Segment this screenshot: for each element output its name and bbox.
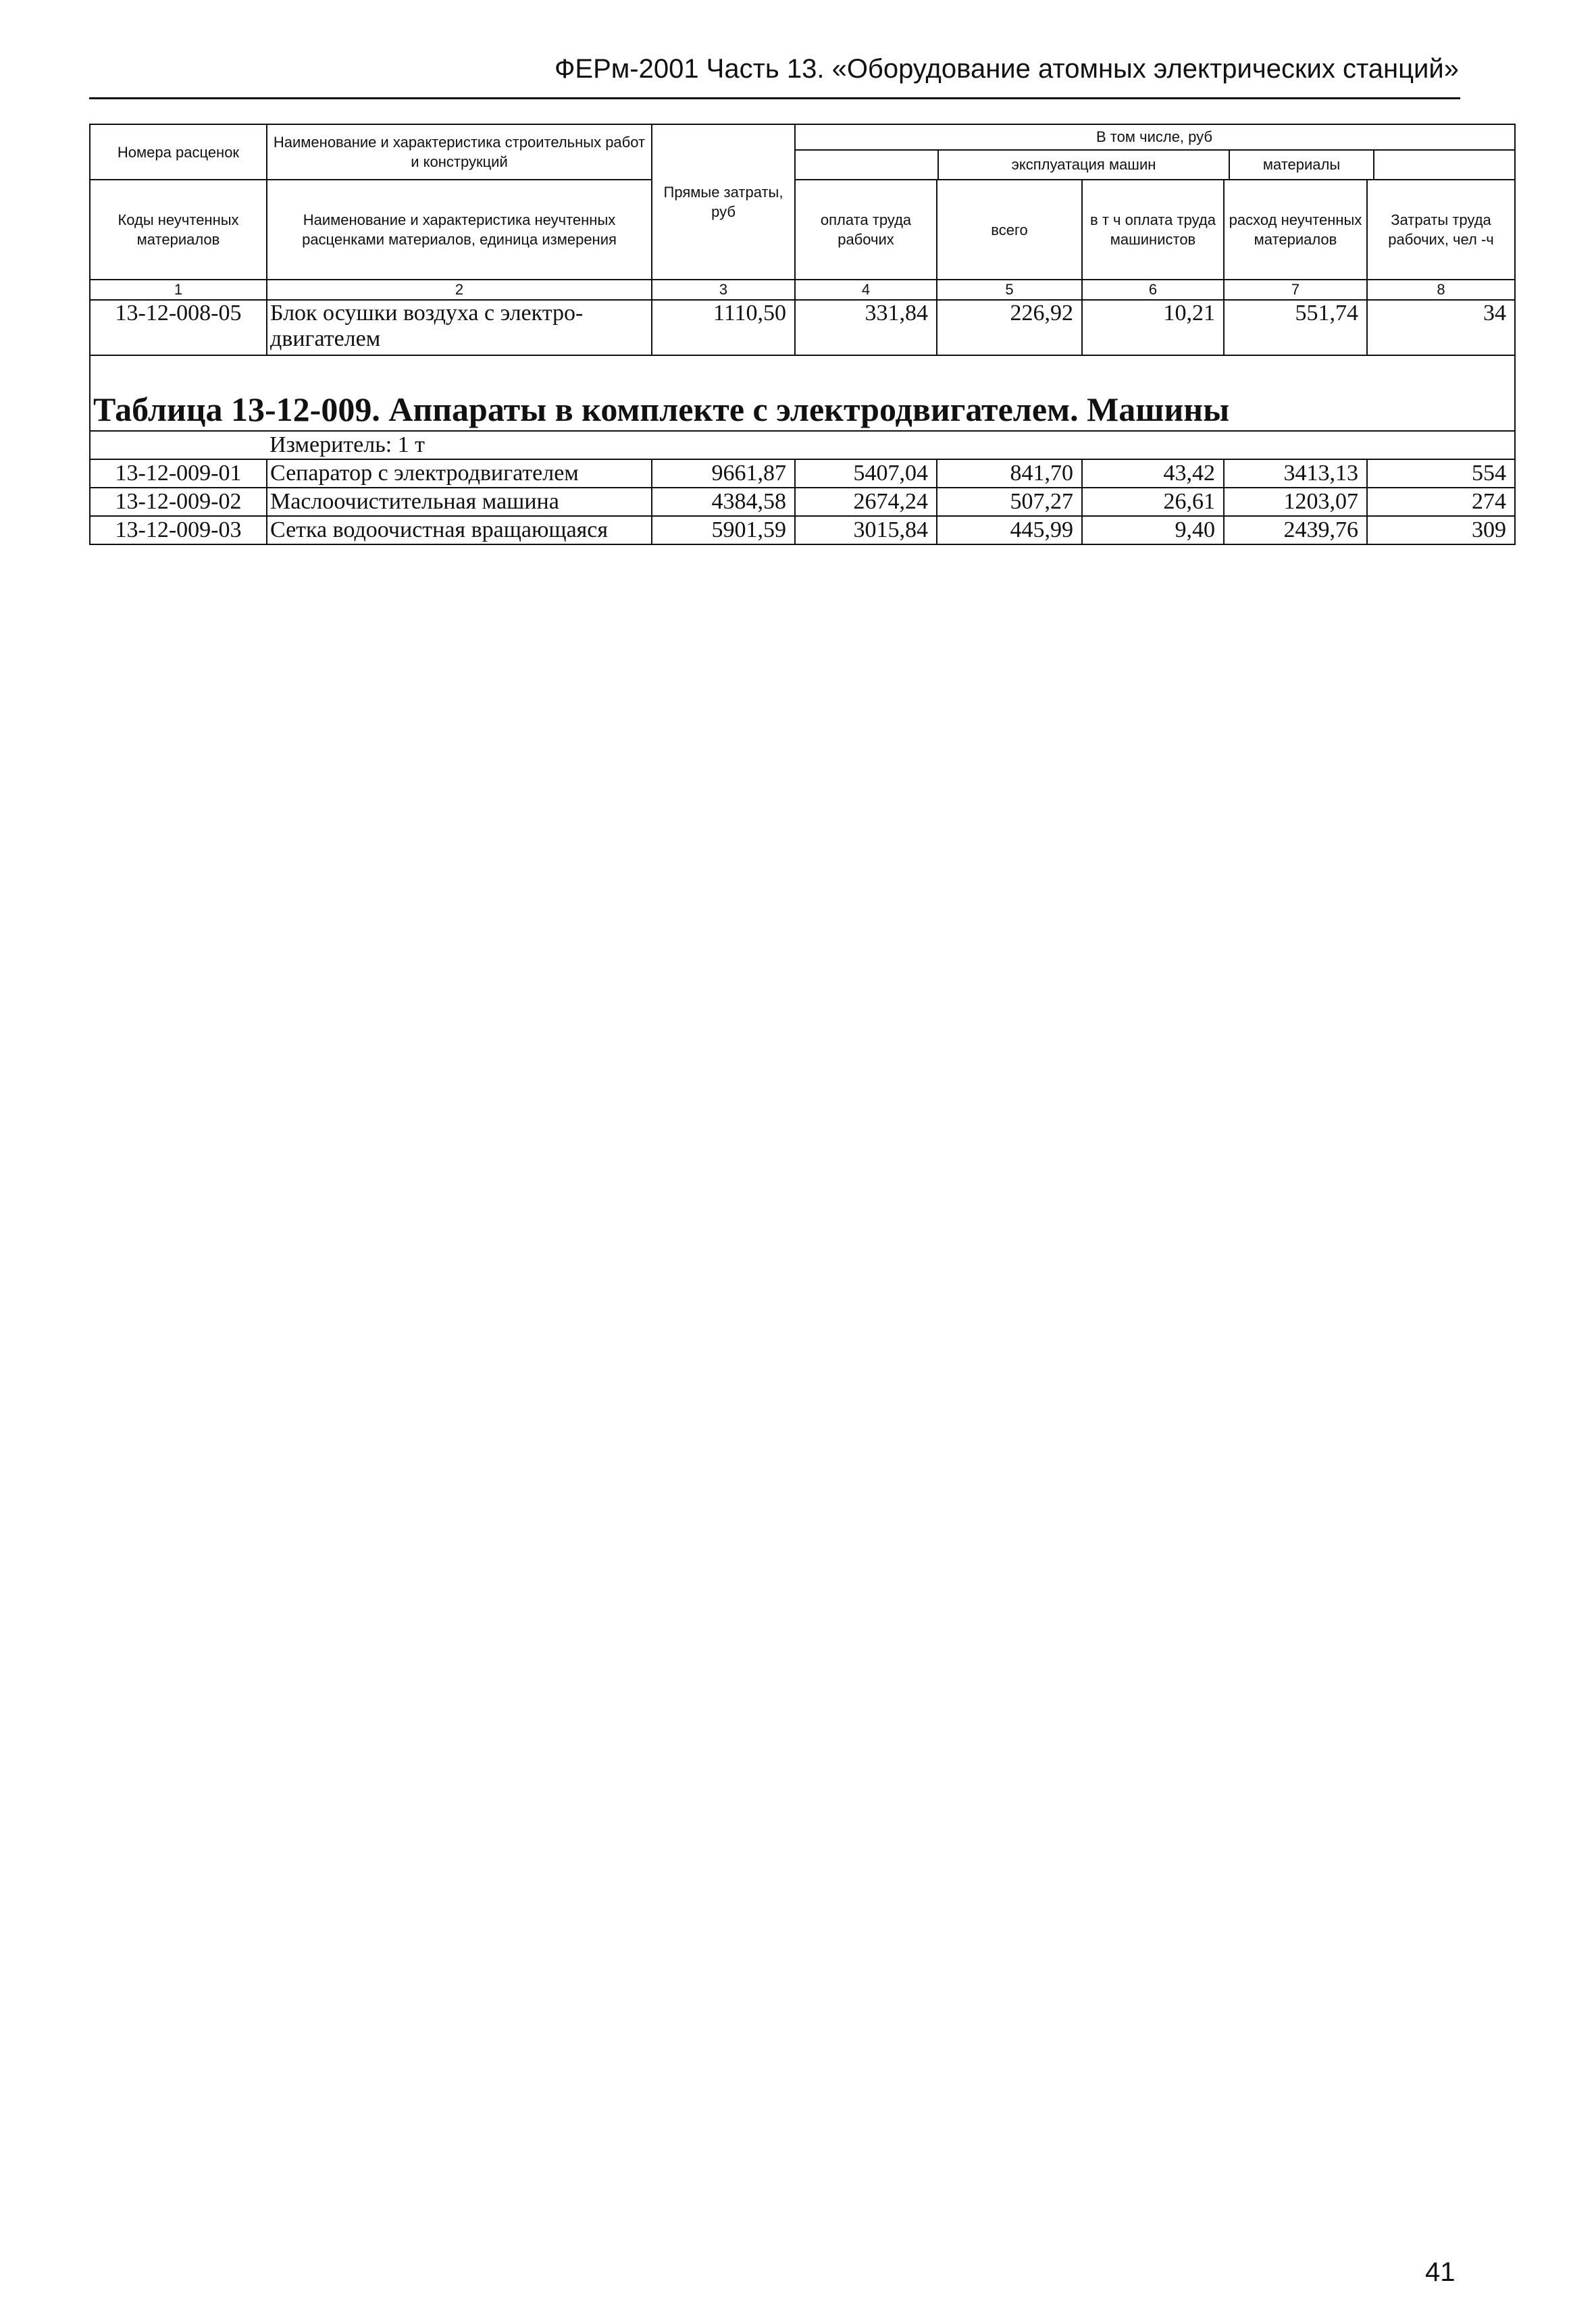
column-number: 2 <box>267 280 652 300</box>
rate-code: 13-12-009-03 <box>90 516 267 544</box>
header-material-codes: Коды неучтенных материалов <box>90 180 267 280</box>
labor-value: 34 <box>1367 300 1515 355</box>
header-including-label: В том числе, руб <box>794 125 1514 151</box>
labor-value: 309 <box>1367 516 1515 544</box>
column-number: 6 <box>1082 280 1224 300</box>
header-material-name: Наименование и характеристика неучтенных расценками материалов, единица измерения <box>267 180 652 280</box>
machines-total-value: 507,27 <box>937 488 1082 516</box>
header-materials-consumption: расход неучтенных материалов <box>1224 180 1367 280</box>
table-row <box>90 459 1515 488</box>
labor-value: 554 <box>1367 459 1515 488</box>
rate-name: Сетка водоочистная вращающаяся <box>267 516 652 544</box>
machinists-wages-value: 43,42 <box>1082 459 1224 488</box>
direct-costs-value: 9661,87 <box>652 459 795 488</box>
header-including-group <box>795 124 1515 180</box>
header-direct-costs: Прямые затраты, руб <box>652 124 795 280</box>
header-materials-group: материалы <box>1230 151 1374 179</box>
section-title: Таблица 13-12-009. Аппараты в комплекте с электродвигателем. Машины <box>93 390 1230 428</box>
wages-value: 3015,84 <box>795 516 937 544</box>
table-row <box>90 488 1515 516</box>
rate-code: 13-12-009-01 <box>90 459 267 488</box>
column-number: 4 <box>795 280 937 300</box>
materials-value: 1203,07 <box>1224 488 1367 516</box>
page-header-title: ФЕРм-2001 Часть 13. «Оборудование атомных электрических станций» <box>554 54 1459 84</box>
header-machines-group: эксплуатация машин <box>939 151 1230 179</box>
measure-blank <box>90 431 267 459</box>
direct-costs-value: 5901,59 <box>652 516 795 544</box>
wages-value: 331,84 <box>795 300 937 355</box>
column-number: 1 <box>90 280 267 300</box>
materials-value: 551,74 <box>1224 300 1367 355</box>
column-number: 3 <box>652 280 795 300</box>
rate-code: 13-12-008-05 <box>90 300 267 355</box>
section-heading-cell <box>90 355 1515 431</box>
header-labor-costs: Затраты труда рабочих, чел -ч <box>1367 180 1515 280</box>
measure-unit: Измеритель: 1 т <box>267 431 1515 459</box>
column-number: 5 <box>937 280 1082 300</box>
header-rate-numbers: Номера расценок <box>90 124 267 180</box>
table-row <box>90 300 1515 355</box>
wages-value: 5407,04 <box>795 459 937 488</box>
machinists-wages-value: 9,40 <box>1082 516 1224 544</box>
rates-table <box>89 124 1516 545</box>
wages-value: 2674,24 <box>795 488 937 516</box>
machines-total-value: 226,92 <box>937 300 1082 355</box>
machinists-wages-value: 10,21 <box>1082 300 1224 355</box>
header-rule <box>89 97 1460 99</box>
direct-costs-value: 4384,58 <box>652 488 795 516</box>
rate-name: Сепаратор с электродвигателем <box>267 459 652 488</box>
header-machines-total: всего <box>937 180 1082 280</box>
machines-total-value: 841,70 <box>937 459 1082 488</box>
column-number: 7 <box>1224 280 1367 300</box>
header-work-name: Наименование и характеристика строительных работ и конструкций <box>267 124 652 180</box>
page-number: 41 <box>1425 2257 1456 2287</box>
labor-value: 274 <box>1367 488 1515 516</box>
table-row <box>90 516 1515 544</box>
machinists-wages-value: 26,61 <box>1082 488 1224 516</box>
direct-costs-value: 1110,50 <box>652 300 795 355</box>
machines-total-value: 445,99 <box>937 516 1082 544</box>
header-wages: оплата труда рабочих <box>795 180 937 280</box>
rate-name: Маслоочистительная машина <box>267 488 652 516</box>
header-machinists-wages: в т ч оплата труда машинистов <box>1082 180 1224 280</box>
materials-value: 3413,13 <box>1224 459 1367 488</box>
rate-code: 13-12-009-02 <box>90 488 267 516</box>
materials-value: 2439,76 <box>1224 516 1367 544</box>
rate-name: Блок осушки воздуха с электро-двигателем <box>267 300 652 355</box>
column-number: 8 <box>1367 280 1515 300</box>
